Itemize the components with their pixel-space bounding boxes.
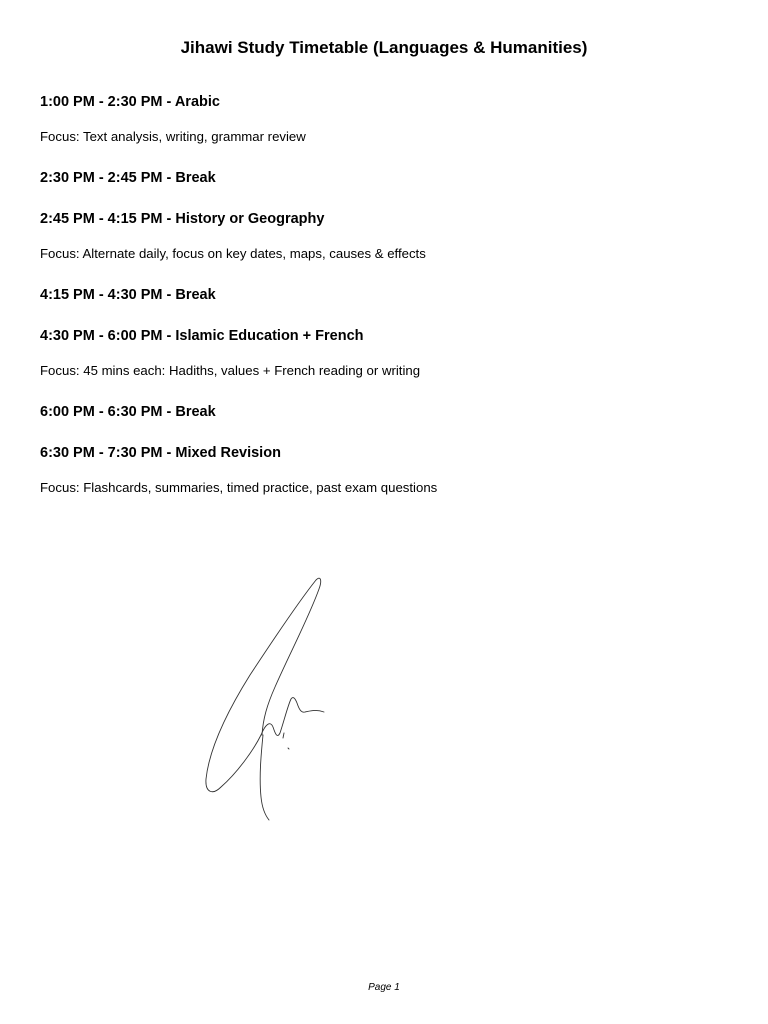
block-focus-history-geography: Focus: Alternate daily, focus on key dates, maps, causes & effects (40, 246, 426, 261)
block-heading-break-2: 4:15 PM - 4:30 PM - Break (40, 287, 216, 303)
block-heading-islamic-french: 4:30 PM - 6:00 PM - Islamic Education + French (40, 328, 364, 344)
block-focus-mixed-revision: Focus: Flashcards, summaries, timed practice, past exam questions (40, 480, 438, 495)
signature-image (195, 575, 335, 825)
block-focus-arabic: Focus: Text analysis, writing, grammar review (40, 129, 306, 144)
block-heading-history-geography: 2:45 PM - 4:15 PM - History or Geography (40, 211, 325, 227)
block-heading-mixed-revision: 6:30 PM - 7:30 PM - Mixed Revision (40, 445, 281, 461)
document-title: Jihawi Study Timetable (Languages & Humanities) (180, 38, 588, 57)
block-heading-arabic: 1:00 PM - 2:30 PM - Arabic (40, 94, 220, 110)
page-number: Page 1 (368, 982, 400, 993)
block-heading-break-1: 2:30 PM - 2:45 PM - Break (40, 170, 216, 186)
block-focus-islamic-french: Focus: 45 mins each: Hadiths, values + French reading or writing (40, 363, 421, 378)
block-heading-break-3: 6:00 PM - 6:30 PM - Break (40, 404, 216, 420)
